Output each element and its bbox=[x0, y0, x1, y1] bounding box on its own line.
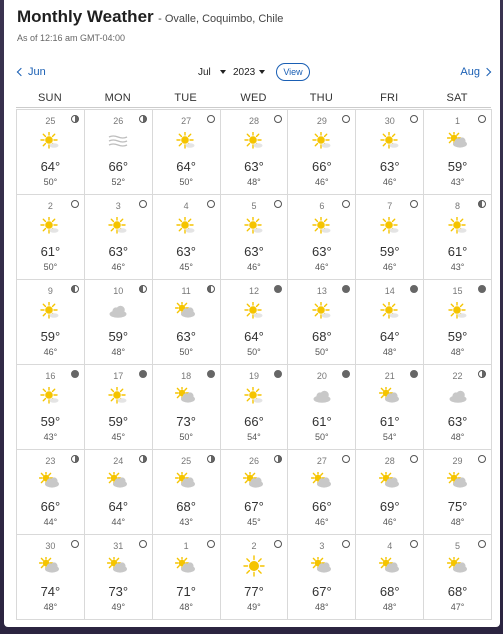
partly-cloudy-icon bbox=[424, 132, 491, 150]
view-button[interactable]: View bbox=[276, 63, 310, 81]
day-number: 2 bbox=[47, 201, 53, 211]
month-select[interactable] bbox=[198, 67, 226, 78]
sunny-icon bbox=[221, 557, 288, 575]
calendar-day-cell[interactable] bbox=[152, 449, 221, 535]
partly-cloudy-icon bbox=[85, 472, 152, 490]
low-temperature: 48° bbox=[450, 517, 465, 527]
day-number: 26 bbox=[248, 456, 259, 466]
day-number: 17 bbox=[113, 371, 124, 381]
day-number: 31 bbox=[113, 541, 124, 551]
next-month-link[interactable] bbox=[460, 66, 490, 78]
partly-cloudy-icon bbox=[356, 557, 423, 575]
mostly-sunny-icon bbox=[221, 387, 288, 405]
calendar-day-cell[interactable] bbox=[16, 194, 85, 280]
low-temperature: 43° bbox=[179, 517, 193, 527]
mostly-sunny-icon bbox=[356, 132, 423, 150]
month-select-value: Jul bbox=[198, 67, 211, 78]
calendar-day-cell[interactable] bbox=[220, 364, 289, 450]
calendar-day-cell[interactable] bbox=[423, 109, 492, 195]
page-header bbox=[17, 7, 283, 43]
low-temperature: 48° bbox=[382, 347, 397, 357]
high-temperature: 73° bbox=[176, 414, 196, 429]
low-temperature: 46° bbox=[111, 262, 126, 272]
high-temperature: 63° bbox=[244, 244, 264, 259]
moon-phase-icon bbox=[478, 200, 486, 208]
day-number: 18 bbox=[181, 371, 192, 381]
low-temperature: 46° bbox=[43, 347, 58, 357]
day-number: 23 bbox=[45, 456, 56, 466]
partly-cloudy-icon bbox=[288, 557, 355, 575]
low-temperature: 49° bbox=[247, 602, 261, 612]
day-number: 25 bbox=[181, 456, 192, 466]
partly-cloudy-icon bbox=[288, 472, 355, 490]
day-of-week-label: SAT bbox=[446, 92, 468, 104]
day-number: 27 bbox=[181, 116, 192, 126]
calendar-day-cell[interactable] bbox=[287, 534, 356, 620]
mostly-sunny-icon bbox=[288, 217, 355, 235]
mostly-sunny-icon bbox=[221, 217, 288, 235]
mostly-sunny-icon bbox=[85, 217, 152, 235]
high-temperature: 63° bbox=[176, 329, 196, 344]
high-temperature: 74° bbox=[40, 584, 61, 599]
day-number: 15 bbox=[452, 286, 463, 296]
high-temperature: 61° bbox=[40, 244, 61, 259]
high-temperature: 67° bbox=[244, 499, 264, 514]
high-temperature: 63° bbox=[379, 159, 400, 174]
low-temperature: 50° bbox=[247, 347, 261, 357]
low-temperature: 48° bbox=[450, 347, 465, 357]
low-temperature: 52° bbox=[111, 177, 126, 187]
day-of-week-header bbox=[16, 92, 491, 108]
partly-cloudy-icon bbox=[153, 302, 220, 320]
day-number: 4 bbox=[387, 541, 393, 551]
calendar-day-cell[interactable] bbox=[355, 279, 424, 365]
low-temperature: 54° bbox=[382, 432, 397, 442]
high-temperature: 68° bbox=[312, 329, 332, 344]
low-temperature: 46° bbox=[247, 262, 261, 272]
calendar-day-cell[interactable] bbox=[84, 279, 153, 365]
moon-phase-icon bbox=[478, 455, 486, 463]
mostly-sunny-icon bbox=[153, 132, 220, 150]
high-temperature: 63° bbox=[108, 244, 129, 259]
previous-month-label: Jun bbox=[28, 66, 46, 78]
moon-phase-icon bbox=[478, 115, 486, 123]
mostly-sunny-icon bbox=[221, 132, 288, 150]
low-temperature: 46° bbox=[382, 177, 397, 187]
day-number: 1 bbox=[455, 116, 461, 126]
calendar-day-cell[interactable] bbox=[287, 279, 356, 365]
location-subtitle: - Ovalle, Coquimbo, Chile bbox=[158, 13, 284, 25]
moon-phase-icon bbox=[478, 370, 486, 378]
high-temperature: 77° bbox=[244, 584, 264, 599]
high-temperature: 63° bbox=[312, 244, 332, 259]
day-number: 12 bbox=[248, 286, 259, 296]
low-temperature: 48° bbox=[111, 347, 126, 357]
calendar-day-cell[interactable] bbox=[423, 279, 492, 365]
partly-cloudy-icon bbox=[356, 472, 423, 490]
moon-phase-icon bbox=[71, 200, 79, 208]
day-number: 5 bbox=[251, 201, 257, 211]
calendar-day-cell[interactable] bbox=[423, 534, 492, 620]
low-temperature: 50° bbox=[43, 262, 58, 272]
mostly-sunny-icon bbox=[153, 217, 220, 235]
moon-phase-icon bbox=[207, 200, 215, 208]
cloudy-icon bbox=[288, 387, 355, 405]
mostly-sunny-icon bbox=[85, 387, 152, 405]
high-temperature: 59° bbox=[108, 414, 129, 429]
mostly-sunny-icon bbox=[356, 302, 423, 320]
partly-cloudy-icon bbox=[85, 557, 152, 575]
moon-phase-icon bbox=[207, 455, 215, 463]
next-month-label: Aug bbox=[460, 66, 480, 78]
low-temperature: 46° bbox=[315, 177, 329, 187]
day-number: 25 bbox=[45, 116, 56, 126]
calendar-day-cell[interactable] bbox=[423, 364, 492, 450]
low-temperature: 50° bbox=[179, 432, 193, 442]
high-temperature: 64° bbox=[108, 499, 129, 514]
month-navigation bbox=[4, 63, 500, 83]
day-number: 14 bbox=[384, 286, 395, 296]
cloudy-icon bbox=[424, 387, 491, 405]
low-temperature: 47° bbox=[450, 602, 465, 612]
calendar-day-cell[interactable] bbox=[84, 109, 153, 195]
high-temperature: 75° bbox=[447, 499, 468, 514]
day-number: 30 bbox=[384, 116, 395, 126]
low-temperature: 46° bbox=[315, 517, 329, 527]
moon-phase-icon bbox=[207, 370, 215, 378]
day-number: 22 bbox=[452, 371, 463, 381]
moon-phase-icon bbox=[139, 285, 147, 293]
low-temperature: 43° bbox=[450, 177, 465, 187]
calendar-day-cell[interactable] bbox=[355, 449, 424, 535]
partly-cloudy-icon bbox=[153, 472, 220, 490]
calendar-day-cell[interactable] bbox=[152, 534, 221, 620]
calendar-day-cell[interactable] bbox=[220, 449, 289, 535]
calendar-day-cell[interactable] bbox=[152, 364, 221, 450]
moon-phase-icon bbox=[139, 200, 147, 208]
mostly-sunny-icon bbox=[17, 217, 84, 235]
mostly-sunny-icon bbox=[17, 302, 84, 320]
low-temperature: 46° bbox=[382, 262, 397, 272]
day-number: 9 bbox=[47, 286, 53, 296]
high-temperature: 63° bbox=[447, 414, 468, 429]
moon-phase-icon bbox=[71, 370, 79, 378]
previous-month-link[interactable] bbox=[18, 66, 46, 78]
high-temperature: 67° bbox=[312, 584, 332, 599]
low-temperature: 46° bbox=[382, 517, 397, 527]
calendar-day-cell[interactable] bbox=[84, 449, 153, 535]
calendar-day-cell[interactable] bbox=[16, 449, 85, 535]
day-number: 4 bbox=[183, 201, 189, 211]
low-temperature: 45° bbox=[111, 432, 126, 442]
low-temperature: 48° bbox=[382, 602, 397, 612]
low-temperature: 50° bbox=[315, 432, 329, 442]
moon-phase-icon bbox=[139, 455, 147, 463]
page-title: Monthly Weather bbox=[17, 7, 154, 26]
low-temperature: 48° bbox=[43, 602, 58, 612]
calendar-day-cell[interactable] bbox=[16, 279, 85, 365]
low-temperature: 44° bbox=[111, 517, 126, 527]
high-temperature: 59° bbox=[379, 244, 400, 259]
calendar-day-cell[interactable] bbox=[287, 449, 356, 535]
low-temperature: 46° bbox=[315, 262, 329, 272]
high-temperature: 64° bbox=[176, 159, 196, 174]
calendar-day-cell[interactable] bbox=[287, 364, 356, 450]
day-of-week-label: TUE bbox=[174, 92, 197, 104]
high-temperature: 66° bbox=[108, 159, 129, 174]
low-temperature: 48° bbox=[247, 177, 261, 187]
day-of-week-label: FRI bbox=[380, 92, 399, 104]
calendar-day-cell[interactable] bbox=[423, 449, 492, 535]
monthly-weather-panel bbox=[4, 0, 500, 627]
mostly-sunny-icon bbox=[288, 302, 355, 320]
calendar-day-cell[interactable] bbox=[355, 194, 424, 280]
high-temperature: 59° bbox=[40, 329, 61, 344]
calendar-day-cell[interactable] bbox=[220, 194, 289, 280]
calendar-grid bbox=[16, 92, 491, 619]
calendar-day-cell[interactable] bbox=[152, 194, 221, 280]
partly-cloudy-icon bbox=[356, 387, 423, 405]
low-temperature: 43° bbox=[43, 432, 58, 442]
day-number: 2 bbox=[251, 541, 257, 551]
mostly-sunny-icon bbox=[221, 302, 288, 320]
calendar-day-cell[interactable] bbox=[287, 194, 356, 280]
moon-phase-icon bbox=[478, 285, 486, 293]
high-temperature: 64° bbox=[379, 329, 400, 344]
partly-cloudy-icon bbox=[153, 557, 220, 575]
high-temperature: 68° bbox=[447, 584, 468, 599]
low-temperature: 50° bbox=[179, 347, 193, 357]
calendar-day-cell[interactable] bbox=[220, 534, 289, 620]
cloudy-icon bbox=[85, 302, 152, 320]
calendar-day-cell[interactable] bbox=[220, 279, 289, 365]
calendar-day-cell[interactable] bbox=[355, 364, 424, 450]
calendar-day-cell[interactable] bbox=[355, 109, 424, 195]
low-temperature: 43° bbox=[450, 262, 465, 272]
moon-phase-icon bbox=[71, 285, 79, 293]
day-number: 26 bbox=[113, 116, 124, 126]
calendar-day-cell[interactable] bbox=[84, 534, 153, 620]
day-number: 28 bbox=[248, 116, 259, 126]
day-number: 1 bbox=[183, 541, 189, 551]
high-temperature: 63° bbox=[176, 244, 196, 259]
day-number: 29 bbox=[316, 116, 327, 126]
day-number: 30 bbox=[45, 541, 56, 551]
calendar-day-cell[interactable] bbox=[287, 109, 356, 195]
low-temperature: 48° bbox=[450, 432, 465, 442]
high-temperature: 59° bbox=[40, 414, 61, 429]
chevron-down-icon bbox=[220, 70, 226, 74]
day-number: 13 bbox=[316, 286, 327, 296]
day-number: 3 bbox=[319, 541, 325, 551]
high-temperature: 68° bbox=[379, 584, 400, 599]
high-temperature: 71° bbox=[176, 584, 196, 599]
day-number: 10 bbox=[113, 286, 124, 296]
fog-icon bbox=[85, 132, 152, 150]
chevron-left-icon bbox=[17, 68, 25, 76]
low-temperature: 50° bbox=[315, 347, 329, 357]
day-number: 27 bbox=[316, 456, 327, 466]
high-temperature: 73° bbox=[108, 584, 129, 599]
calendar-day-cell[interactable] bbox=[84, 364, 153, 450]
day-number: 3 bbox=[115, 201, 121, 211]
moon-phase-icon bbox=[207, 285, 215, 293]
moon-phase-icon bbox=[139, 540, 147, 548]
partly-cloudy-icon bbox=[17, 557, 84, 575]
mostly-sunny-icon bbox=[288, 132, 355, 150]
high-temperature: 61° bbox=[312, 414, 332, 429]
day-number: 20 bbox=[316, 371, 327, 381]
low-temperature: 45° bbox=[247, 517, 261, 527]
day-number: 21 bbox=[384, 371, 395, 381]
partly-cloudy-icon bbox=[424, 557, 491, 575]
high-temperature: 66° bbox=[312, 159, 332, 174]
calendar-day-cell[interactable] bbox=[220, 109, 289, 195]
chevron-down-icon bbox=[259, 70, 265, 74]
day-number: 19 bbox=[248, 371, 259, 381]
year-select[interactable] bbox=[233, 67, 265, 78]
calendar-day-cell[interactable] bbox=[16, 109, 85, 195]
calendar-day-cell[interactable] bbox=[152, 279, 221, 365]
mostly-sunny-icon bbox=[17, 132, 84, 150]
moon-phase-icon bbox=[207, 540, 215, 548]
high-temperature: 64° bbox=[40, 159, 61, 174]
year-select-value: 2023 bbox=[233, 67, 256, 78]
moon-phase-icon bbox=[71, 115, 79, 123]
calendar-day-cell[interactable] bbox=[16, 364, 85, 450]
day-number: 28 bbox=[384, 456, 395, 466]
day-number: 6 bbox=[319, 201, 325, 211]
day-number: 7 bbox=[387, 201, 393, 211]
partly-cloudy-icon bbox=[424, 472, 491, 490]
calendar-day-cell[interactable] bbox=[16, 534, 85, 620]
low-temperature: 50° bbox=[43, 177, 58, 187]
partly-cloudy-icon bbox=[153, 387, 220, 405]
day-of-week-label: SUN bbox=[38, 92, 62, 104]
high-temperature: 68° bbox=[176, 499, 196, 514]
calendar-day-cell[interactable] bbox=[84, 194, 153, 280]
day-number: 29 bbox=[452, 456, 463, 466]
mostly-sunny-icon bbox=[424, 217, 491, 235]
calendar-day-cell[interactable] bbox=[355, 534, 424, 620]
mostly-sunny-icon bbox=[356, 217, 423, 235]
as-of-timestamp: As of 12:16 am GMT-04:00 bbox=[17, 33, 126, 43]
partly-cloudy-icon bbox=[221, 472, 288, 490]
chevron-right-icon bbox=[483, 68, 491, 76]
high-temperature: 66° bbox=[312, 499, 332, 514]
day-number: 8 bbox=[455, 201, 461, 211]
high-temperature: 64° bbox=[244, 329, 264, 344]
high-temperature: 59° bbox=[447, 159, 468, 174]
partly-cloudy-icon bbox=[17, 472, 84, 490]
calendar-weeks bbox=[16, 109, 491, 619]
high-temperature: 59° bbox=[447, 329, 468, 344]
low-temperature: 45° bbox=[179, 262, 193, 272]
high-temperature: 66° bbox=[40, 499, 61, 514]
high-temperature: 61° bbox=[447, 244, 468, 259]
calendar-day-cell[interactable] bbox=[423, 194, 492, 280]
moon-phase-icon bbox=[478, 540, 486, 548]
title-row bbox=[17, 7, 283, 27]
mostly-sunny-icon bbox=[17, 387, 84, 405]
moon-phase-icon bbox=[207, 115, 215, 123]
mostly-sunny-icon bbox=[424, 302, 491, 320]
low-temperature: 44° bbox=[43, 517, 58, 527]
moon-phase-icon bbox=[71, 455, 79, 463]
high-temperature: 63° bbox=[244, 159, 264, 174]
high-temperature: 61° bbox=[379, 414, 400, 429]
moon-phase-icon bbox=[139, 115, 147, 123]
day-of-week-label: THU bbox=[309, 92, 333, 104]
moon-phase-icon bbox=[71, 540, 79, 548]
low-temperature: 50° bbox=[179, 177, 193, 187]
high-temperature: 69° bbox=[379, 499, 400, 514]
high-temperature: 59° bbox=[108, 329, 129, 344]
day-number: 24 bbox=[113, 456, 124, 466]
day-of-week-label: MON bbox=[104, 92, 131, 104]
calendar-day-cell[interactable] bbox=[152, 109, 221, 195]
moon-phase-icon bbox=[139, 370, 147, 378]
low-temperature: 48° bbox=[179, 602, 193, 612]
day-of-week-label: WED bbox=[240, 92, 267, 104]
day-number: 11 bbox=[181, 286, 191, 296]
low-temperature: 49° bbox=[111, 602, 126, 612]
low-temperature: 48° bbox=[315, 602, 329, 612]
low-temperature: 54° bbox=[247, 432, 261, 442]
high-temperature: 66° bbox=[244, 414, 264, 429]
day-number: 5 bbox=[455, 541, 461, 551]
day-number: 16 bbox=[45, 371, 56, 381]
